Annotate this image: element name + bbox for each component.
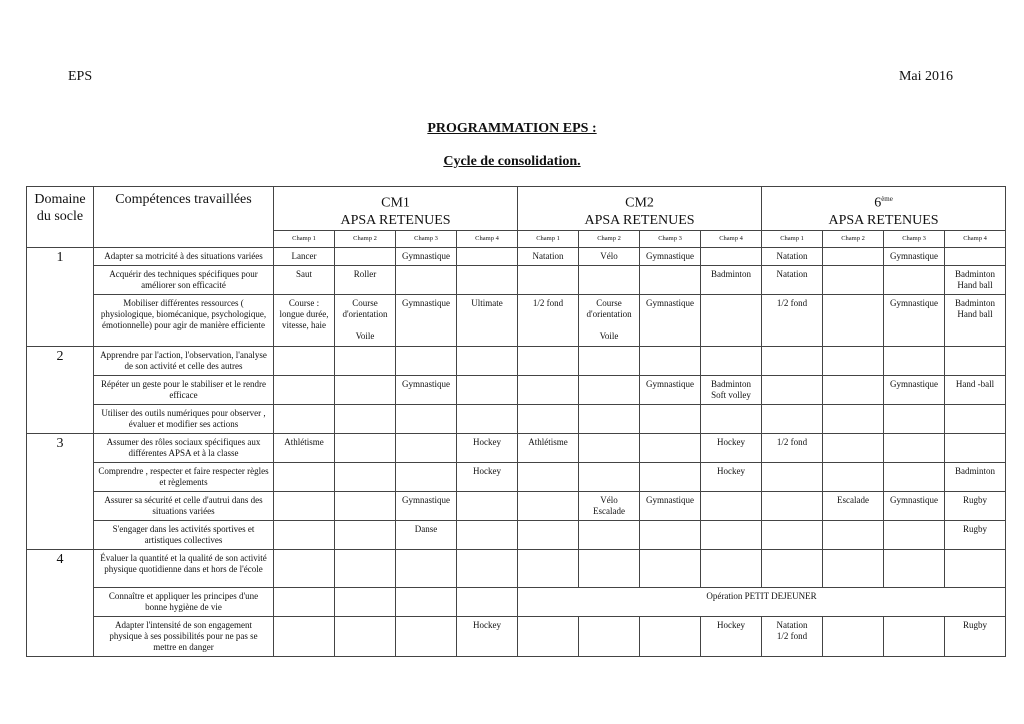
apsa-cell: Vélo Escalade — [579, 491, 640, 520]
apsa-cell: Gymnastique — [884, 294, 945, 346]
apsa-cell — [396, 404, 457, 433]
apsa-cell — [823, 265, 884, 294]
page-subtitle: Cycle de consolidation. — [443, 154, 581, 169]
champ-header: Champ 4 — [457, 230, 518, 247]
apsa-cell — [701, 346, 762, 375]
table-row — [27, 491, 1006, 520]
header-competences: Compétences travaillées — [94, 187, 274, 248]
apsa-cell — [884, 549, 945, 587]
apsa-cell — [335, 616, 396, 656]
apsa-cell: 1/2 fond — [762, 294, 823, 346]
apsa-cell — [823, 462, 884, 491]
apsa-cell — [762, 375, 823, 404]
apsa-cell — [945, 433, 1006, 462]
apsa-cell — [884, 616, 945, 656]
apsa-cell — [701, 520, 762, 549]
apsa-cell: Escalade — [823, 491, 884, 520]
apsa-cell — [884, 265, 945, 294]
apsa-cell — [396, 616, 457, 656]
apsa-cell: Natation 1/2 fond — [762, 616, 823, 656]
competence-cell: S'engager dans les activités sportives et artistiques collectives — [94, 520, 274, 549]
apsa-cell — [518, 265, 579, 294]
apsa-cell — [823, 346, 884, 375]
apsa-cell: Gymnastique — [640, 247, 701, 265]
group-sub: APSA RETENUES — [584, 212, 695, 228]
apsa-cell — [945, 346, 1006, 375]
apsa-cell — [823, 404, 884, 433]
apsa-cell: Athlétisme — [274, 433, 335, 462]
apsa-cell — [518, 375, 579, 404]
apsa-cell — [945, 404, 1006, 433]
apsa-cell: Gymnastique — [640, 491, 701, 520]
apsa-cell — [518, 616, 579, 656]
competence-cell: Assumer des rôles sociaux spécifiques aux différentes APSA et à la classe — [94, 433, 274, 462]
apsa-cell: Course : longue durée, vitesse, haie — [274, 294, 335, 346]
header-left-label: EPS — [68, 69, 93, 84]
table-row — [27, 549, 1006, 587]
apsa-cell: Badminton Hand ball — [945, 294, 1006, 346]
apsa-cell — [640, 520, 701, 549]
apsa-cell — [274, 587, 335, 616]
apsa-cell: Athlétisme — [518, 433, 579, 462]
header-group-cm1 — [274, 187, 518, 231]
apsa-cell — [823, 616, 884, 656]
champ-header: Champ 2 — [823, 230, 884, 247]
apsa-cell — [396, 549, 457, 587]
champ-header: Champ 4 — [701, 230, 762, 247]
table-row — [27, 265, 1006, 294]
apsa-cell: Saut — [274, 265, 335, 294]
apsa-cell: Badminton — [701, 265, 762, 294]
apsa-cell — [579, 265, 640, 294]
apsa-cell — [518, 404, 579, 433]
table-row — [27, 433, 1006, 462]
apsa-cell: Hockey — [457, 616, 518, 656]
competence-cell: Mobiliser différentes ressources ( physiologique, biomécanique, psychologique, émotionnelle) pour agir de manière efficiente — [94, 294, 274, 346]
apsa-cell — [274, 616, 335, 656]
apsa-cell — [335, 520, 396, 549]
apsa-cell — [701, 247, 762, 265]
domaine-cell: 1 — [27, 247, 94, 346]
champ-header: Champ 1 — [762, 230, 823, 247]
apsa-cell — [579, 375, 640, 404]
apsa-cell — [945, 247, 1006, 265]
table-row — [27, 462, 1006, 491]
apsa-cell: Rugby — [945, 616, 1006, 656]
apsa-cell — [640, 265, 701, 294]
apsa-cell: Natation — [762, 247, 823, 265]
apsa-cell — [274, 491, 335, 520]
apsa-cell — [701, 491, 762, 520]
apsa-cell — [884, 520, 945, 549]
apsa-cell: Gymnastique — [396, 294, 457, 346]
apsa-cell — [457, 404, 518, 433]
competence-cell: Adapter sa motricité à des situations variées — [94, 247, 274, 265]
apsa-cell: Gymnastique — [884, 375, 945, 404]
apsa-cell: Natation — [762, 265, 823, 294]
apsa-cell — [640, 549, 701, 587]
apsa-cell — [823, 294, 884, 346]
group-sup: ème — [881, 195, 893, 203]
group-header-row — [27, 187, 1006, 231]
apsa-cell — [762, 404, 823, 433]
header-group-6eme — [762, 187, 1006, 231]
apsa-cell — [701, 549, 762, 587]
apsa-cell — [396, 587, 457, 616]
apsa-cell: Hockey — [701, 462, 762, 491]
apsa-cell: Danse — [396, 520, 457, 549]
apsa-cell — [457, 265, 518, 294]
apsa-cell: Vélo — [579, 247, 640, 265]
apsa-cell: Hand -ball — [945, 375, 1006, 404]
apsa-cell — [579, 346, 640, 375]
apsa-cell: Rugby — [945, 520, 1006, 549]
apsa-cell: Hockey — [457, 433, 518, 462]
apsa-cell — [457, 346, 518, 375]
apsa-cell — [335, 549, 396, 587]
competence-cell: Assurer sa sécurité et celle d'autrui dans des situations variées — [94, 491, 274, 520]
group-name: CM2 — [625, 195, 654, 211]
apsa-cell — [945, 549, 1006, 587]
table-row — [27, 294, 1006, 346]
apsa-cell: 1/2 fond — [518, 294, 579, 346]
apsa-cell — [274, 346, 335, 375]
apsa-cell — [762, 520, 823, 549]
champ-header: Champ 3 — [396, 230, 457, 247]
apsa-cell — [640, 404, 701, 433]
apsa-cell — [762, 346, 823, 375]
apsa-cell — [518, 346, 579, 375]
apsa-cell — [823, 549, 884, 587]
apsa-cell: Gymnastique — [640, 375, 701, 404]
apsa-cell — [640, 462, 701, 491]
competence-cell: Utiliser des outils numériques pour observer , évaluer et modifier ses actions — [94, 404, 274, 433]
table-row — [27, 616, 1006, 656]
group-name: CM1 — [381, 195, 410, 211]
group-sub: APSA RETENUES — [340, 212, 451, 228]
apsa-cell — [640, 346, 701, 375]
apsa-cell — [457, 247, 518, 265]
competence-cell: Comprendre , respecter et faire respecter règles et règlements — [94, 462, 274, 491]
programmation-table — [26, 186, 1006, 657]
apsa-cell: Hockey — [457, 462, 518, 491]
apsa-cell — [518, 491, 579, 520]
apsa-cell — [457, 549, 518, 587]
apsa-cell: Badminton — [945, 462, 1006, 491]
group-sub: APSA RETENUES — [828, 212, 939, 228]
apsa-cell — [518, 549, 579, 587]
apsa-cell: 1/2 fond — [762, 433, 823, 462]
apsa-cell: Gymnastique — [884, 247, 945, 265]
table-row — [27, 587, 1006, 616]
apsa-cell — [457, 587, 518, 616]
champ-header: Champ 3 — [884, 230, 945, 247]
champ-header: Champ 1 — [274, 230, 335, 247]
apsa-cell: Natation — [518, 247, 579, 265]
apsa-cell: Badminton Soft volley — [701, 375, 762, 404]
apsa-cell: Ultimate — [457, 294, 518, 346]
apsa-cell: Gymnastique — [884, 491, 945, 520]
domaine-cell: 4 — [27, 549, 94, 656]
apsa-cell — [884, 404, 945, 433]
table-row — [27, 375, 1006, 404]
apsa-cell — [823, 375, 884, 404]
apsa-cell — [823, 433, 884, 462]
competence-cell: Acquérir des techniques spécifiques pour améliorer son efficacité — [94, 265, 274, 294]
merged-cell: Opération PETIT DEJEUNER — [518, 587, 1006, 616]
apsa-cell: Rugby — [945, 491, 1006, 520]
apsa-cell: Hockey — [701, 433, 762, 462]
apsa-cell — [335, 587, 396, 616]
competence-cell: Connaître et appliquer les principes d'une bonne hygiène de vie — [94, 587, 274, 616]
champ-header: Champ 2 — [579, 230, 640, 247]
apsa-cell — [457, 520, 518, 549]
domaine-cell: 2 — [27, 346, 94, 433]
apsa-cell — [396, 265, 457, 294]
table-row — [27, 404, 1006, 433]
competence-cell: Adapter l'intensité de son engagement physique à ses possibilités pour ne pas se mettre en danger — [94, 616, 274, 656]
apsa-cell — [335, 462, 396, 491]
apsa-cell — [701, 404, 762, 433]
apsa-cell — [335, 247, 396, 265]
apsa-cell — [579, 433, 640, 462]
apsa-cell — [335, 375, 396, 404]
apsa-cell: Roller — [335, 265, 396, 294]
apsa-cell: Gymnastique — [396, 247, 457, 265]
apsa-cell — [274, 404, 335, 433]
apsa-cell: Gymnastique — [640, 294, 701, 346]
competence-cell: Évaluer la quantité et la qualité de son activité physique quotidienne dans et hors de l'école — [94, 549, 274, 587]
apsa-cell — [701, 294, 762, 346]
apsa-cell: Hockey — [701, 616, 762, 656]
apsa-cell — [396, 462, 457, 491]
apsa-cell: Course d'orientation Voile — [335, 294, 396, 346]
apsa-cell — [640, 616, 701, 656]
competence-cell: Répéter un geste pour le stabiliser et le rendre efficace — [94, 375, 274, 404]
apsa-cell — [579, 520, 640, 549]
apsa-cell — [396, 433, 457, 462]
apsa-cell — [579, 404, 640, 433]
header-date: Mai 2016 — [898, 69, 953, 84]
apsa-cell — [579, 462, 640, 491]
apsa-cell — [335, 433, 396, 462]
competence-cell: Apprendre par l'action, l'observation, l'analyse de son activité et celle des autres — [94, 346, 274, 375]
apsa-cell — [396, 346, 457, 375]
champ-header: Champ 4 — [945, 230, 1006, 247]
table-row — [27, 247, 1006, 265]
header-group-cm2 — [518, 187, 762, 231]
apsa-cell — [762, 549, 823, 587]
apsa-cell: Lancer — [274, 247, 335, 265]
apsa-cell — [335, 346, 396, 375]
apsa-cell — [274, 549, 335, 587]
group-name: 6 — [874, 195, 882, 211]
apsa-cell — [640, 433, 701, 462]
apsa-cell: Badminton Hand ball — [945, 265, 1006, 294]
apsa-cell: Gymnastique — [396, 375, 457, 404]
apsa-cell — [518, 520, 579, 549]
apsa-cell — [274, 375, 335, 404]
apsa-cell — [518, 462, 579, 491]
apsa-cell — [457, 491, 518, 520]
table-row — [27, 346, 1006, 375]
table-row — [27, 520, 1006, 549]
apsa-cell — [274, 462, 335, 491]
apsa-cell — [335, 404, 396, 433]
apsa-cell — [457, 375, 518, 404]
apsa-cell — [762, 491, 823, 520]
apsa-cell — [884, 462, 945, 491]
apsa-cell — [274, 520, 335, 549]
page-title: PROGRAMMATION EPS : — [427, 121, 597, 136]
table-body — [27, 247, 1006, 656]
apsa-cell: Gymnastique — [396, 491, 457, 520]
apsa-cell: Course d'orientation Voile — [579, 294, 640, 346]
champ-header: Champ 1 — [518, 230, 579, 247]
apsa-cell — [762, 462, 823, 491]
apsa-cell — [335, 491, 396, 520]
apsa-cell — [823, 247, 884, 265]
champ-header: Champ 2 — [335, 230, 396, 247]
apsa-cell — [579, 616, 640, 656]
apsa-cell — [884, 346, 945, 375]
champ-header: Champ 3 — [640, 230, 701, 247]
apsa-cell — [579, 549, 640, 587]
apsa-cell — [884, 433, 945, 462]
apsa-cell — [823, 520, 884, 549]
header-domaine: Domaine du socle — [27, 187, 94, 248]
domaine-cell: 3 — [27, 433, 94, 549]
